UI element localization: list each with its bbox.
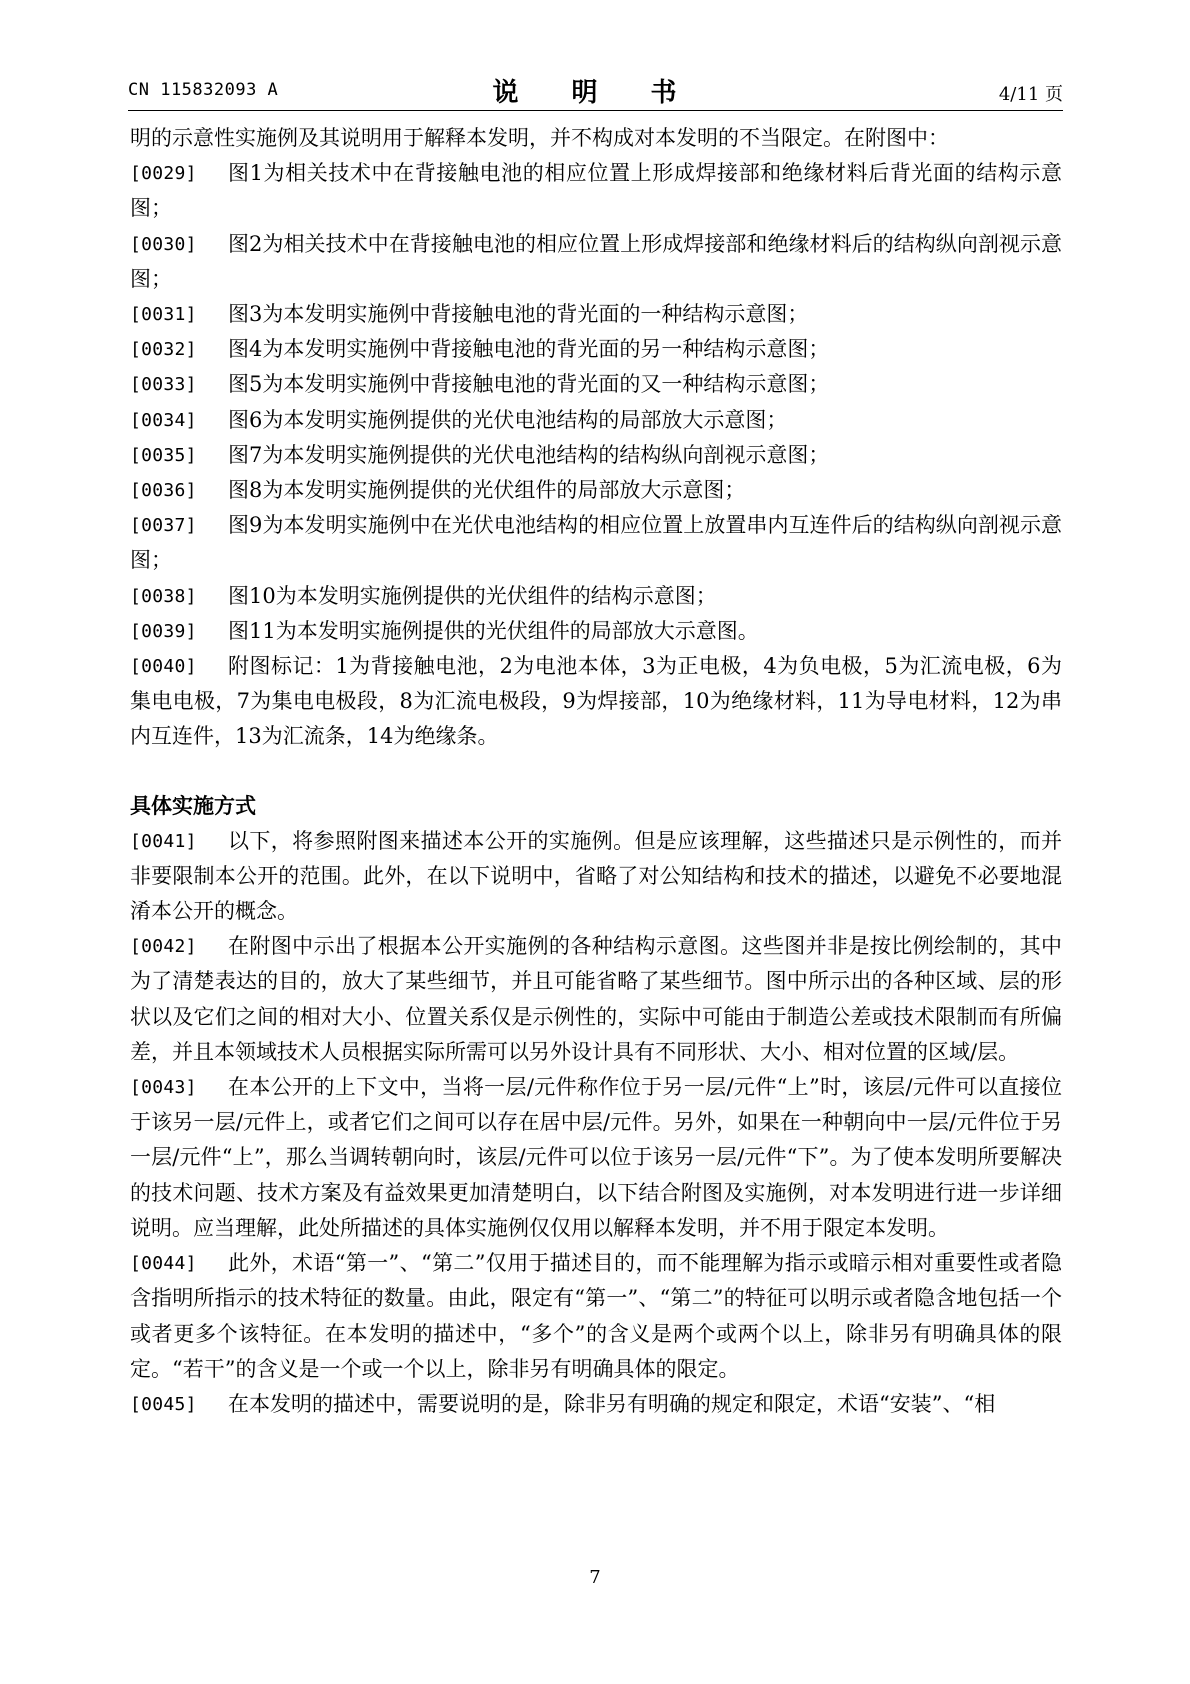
paragraph: [130, 227, 1062, 297]
document-title: 说 明 书: [492, 78, 699, 108]
paragraph-text: 图5为本发明实施例中背接触电池的背光面的又一种结构示意图；: [228, 372, 830, 397]
intro-line: 明的示意性实施例及其说明用于解释本发明，并不构成对本发明的不当限定。在附图中：: [130, 126, 949, 150]
paragraph: [130, 403, 1062, 438]
paragraph: [130, 508, 1062, 578]
paragraph: [130, 297, 1062, 332]
paragraph-number: [0040]: [130, 656, 197, 678]
paragraph-number: [0037]: [130, 515, 197, 537]
paragraph-text: 图7为本发明实施例提供的光伏电池结构的结构纵向剖视示意图；: [228, 442, 830, 467]
paragraph-number: [0041]: [130, 830, 197, 852]
paragraph: [130, 367, 1062, 402]
paragraph-text: 图1为相关技术中在背接触电池的相应位置上形成焊接部和绝缘材料后背光面的结构示意图；: [130, 161, 1062, 221]
paragraph-number: [0034]: [130, 409, 197, 431]
paragraph-number: [0038]: [130, 585, 197, 607]
paragraph-text: 附图标记：1为背接触电池，2为电池本体，3为正电极，4为负电极，5为汇流电极，6为集电电极，7为集电电极段，8为汇流电极段，9为焊接部，10为绝缘材料，11为导电材料，12为串内互连件，13为汇流条，14为绝缘条。: [130, 654, 1062, 749]
paragraph-number: [0030]: [130, 233, 197, 255]
paragraph-text: 此外，术语“第一”、“第二”仅用于描述目的，而不能理解为指示或暗示相对重要性或者隐含指明所指示的技术特征的数量。由此，限定有“第一”、“第二”的特征可以明示或者隐含地包括一个或者更多个该特征。在本发明的描述中，“多个”的含义是两个或两个以上，除非另有明确具体的限定。“若干”的含义是一个或一个以上，除非另有明确具体的限定。: [130, 1251, 1062, 1381]
paragraph: [130, 473, 1062, 508]
paragraph-text: 在附图中示出了根据本公开实施例的各种结构示意图。这些图并非是按比例绘制的，其中为了清楚表达的目的，放大了某些细节，并且可能省略了某些细节。图中所示出的各种区域、层的形状以及它们之间的相对大小、位置关系仅是示例性的，实际中可能由于制造公差或技术限制而有所偏差，并且本领域技术人员根据实际所需可以另外设计具有不同形状、大小、相对位置的区域/层。: [130, 934, 1062, 1064]
paragraph: [130, 1070, 1062, 1246]
paragraph-text: 图10为本发明实施例提供的光伏组件的结构示意图；: [228, 583, 717, 608]
paragraph-number: [0039]: [130, 620, 197, 642]
paragraph-number: [0031]: [130, 304, 197, 326]
patent-number: CN 115832093 A: [128, 80, 279, 100]
document-body: [130, 121, 1062, 1422]
paragraph-text: 图3为本发明实施例中背接触电池的背光面的一种结构示意图；: [228, 302, 809, 327]
paragraph: [130, 156, 1062, 226]
paragraph: [130, 929, 1062, 1070]
paragraph-number: [0043]: [130, 1077, 197, 1099]
paragraph-number: [0033]: [130, 374, 197, 396]
paragraph-text: 图2为相关技术中在背接触电池的相应位置上形成焊接部和绝缘材料后的结构纵向剖视示意图；: [130, 231, 1062, 291]
paragraph-text: 在本发明的描述中，需要说明的是，除非另有明确的规定和限定，术语“安装”、“相: [228, 1391, 996, 1416]
paragraph: [130, 824, 1062, 930]
paragraph: [130, 649, 1062, 755]
paragraph: [130, 1246, 1062, 1387]
paragraph-text: 图4为本发明实施例中背接触电池的背光面的另一种结构示意图；: [228, 337, 830, 362]
paragraph-number: [0045]: [130, 1393, 197, 1415]
page-header: [128, 72, 1063, 112]
paragraph-text: 以下，将参照附图来描述本公开的实施例。但是应该理解，这些描述只是示例性的，而并非要限制本公开的范围。此外，在以下说明中，省略了对公知结构和技术的描述，以避免不必要地混淆本公开的概念。: [130, 828, 1062, 924]
page-indicator: 4/11 页: [998, 84, 1063, 105]
paragraph-number: [0036]: [130, 480, 197, 502]
paragraph: [130, 579, 1062, 614]
page-number: 7: [589, 1567, 601, 1588]
paragraph: [130, 438, 1062, 473]
paragraph-number: [0032]: [130, 339, 197, 361]
header-rule: [128, 110, 1063, 111]
embodiment-paragraphs: [130, 824, 1062, 1422]
paragraph: [130, 614, 1062, 649]
paragraph-text: 图11为本发明实施例提供的光伏组件的局部放大示意图。: [228, 618, 759, 643]
paragraph-number: [0044]: [130, 1253, 197, 1275]
section-heading: 具体实施方式: [130, 793, 256, 818]
paragraph-number: [0042]: [130, 936, 197, 958]
paragraph: [130, 1387, 1062, 1422]
paragraph-text: 图8为本发明实施例提供的光伏组件的局部放大示意图；: [228, 478, 746, 503]
paragraph-text: 图6为本发明实施例提供的光伏电池结构的局部放大示意图；: [228, 407, 788, 432]
paragraph-number: [0029]: [130, 163, 197, 185]
paragraph-text: 图9为本发明实施例中在光伏电池结构的相应位置上放置串内互连件后的结构纵向剖视示意图；: [130, 513, 1062, 573]
paragraph-number: [0035]: [130, 444, 197, 466]
paragraph: [130, 332, 1062, 367]
paragraph-text: 在本公开的上下文中，当将一层/元件称作位于另一层/元件“上”时，该层/元件可以直接位于该另一层/元件上，或者它们之间可以存在居中层/元件。另外，如果在一种朝向中一层/元件位于另一层/元件“上”，那么当调转朝向时，该层/元件可以位于该另一层/元件“下”。为了使本发明所要解决的技术问题、技术方案及有益效果更加清楚明白，以下结合附图及实施例，对本发明进行进一步详细说明。应当理解，此处所描述的具体实施例仅仅用以解释本发明，并不用于限定本发明。: [130, 1075, 1062, 1240]
figure-description-list: [130, 156, 1062, 754]
